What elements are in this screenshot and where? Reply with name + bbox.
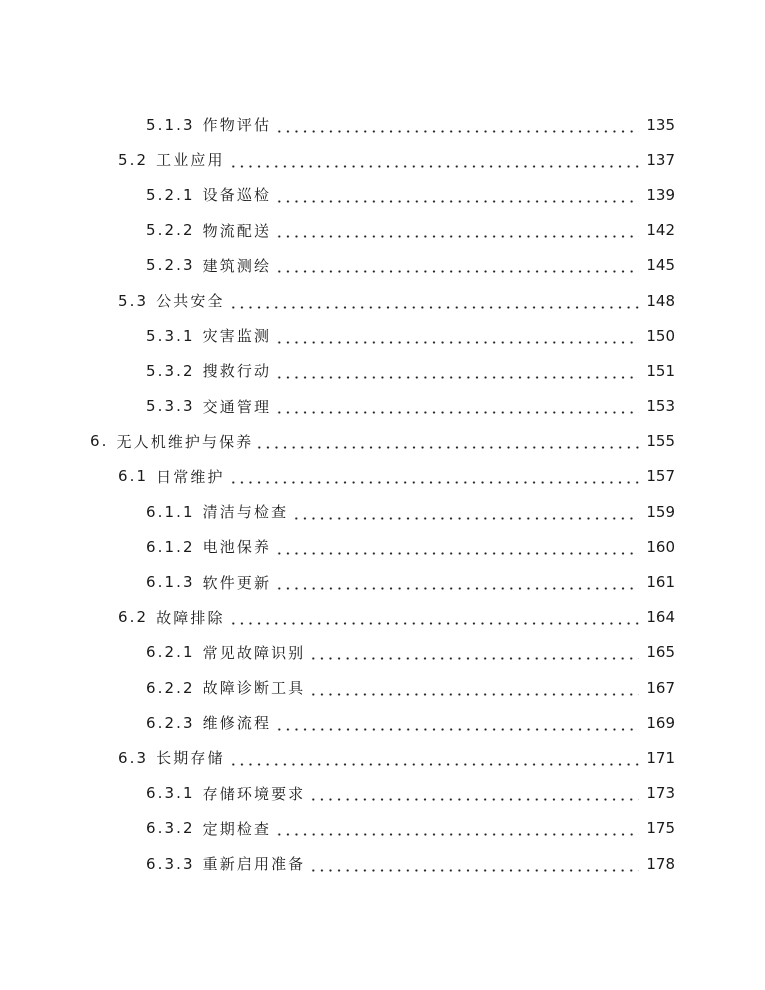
toc-entry-page: 148 <box>646 291 675 310</box>
toc-entry-number: 6.3.3 <box>146 854 195 873</box>
toc-entry-title: 交通管理 <box>202 397 272 416</box>
toc-entry-number: 6.3.2 <box>146 819 195 838</box>
toc-entry-number: 5.2.3 <box>146 256 195 275</box>
dot-leader <box>309 680 639 696</box>
toc-entry-page: 137 <box>646 150 675 169</box>
toc-entry-title: 物流配送 <box>202 221 272 240</box>
toc-entry-page: 135 <box>646 115 675 134</box>
toc-entry[interactable] <box>0 353 765 388</box>
toc-entry-number: 6. <box>90 432 109 451</box>
toc-entry-title: 工业应用 <box>156 151 225 170</box>
dot-leader <box>229 609 639 625</box>
toc-entry[interactable] <box>0 529 765 564</box>
toc-entry-title: 故障诊断工具 <box>202 679 306 698</box>
toc-entry-title: 电池保养 <box>202 538 272 557</box>
toc-entry[interactable] <box>0 600 765 635</box>
toc-entry-title: 清洁与检查 <box>202 503 289 522</box>
toc-entry[interactable] <box>0 248 765 283</box>
toc-entry[interactable] <box>0 459 765 494</box>
toc-entry-page: 169 <box>646 713 675 732</box>
toc-entry-title: 设备巡检 <box>202 186 272 205</box>
toc-entry-title: 软件更新 <box>202 573 272 592</box>
toc-entry-page: 139 <box>646 185 675 204</box>
dot-leader <box>275 187 639 203</box>
toc-entry-number: 5.2.2 <box>146 221 195 240</box>
toc-entry-title: 日常维护 <box>156 467 225 486</box>
dot-leader <box>229 468 639 484</box>
dot-leader <box>309 644 639 660</box>
toc-entry-page: 159 <box>646 502 675 521</box>
toc-entry-title: 故障排除 <box>156 608 225 627</box>
toc-entry[interactable] <box>0 107 765 142</box>
toc-entry-title: 重新启用准备 <box>202 855 306 874</box>
toc-entry[interactable] <box>0 177 765 212</box>
toc-entry-page: 165 <box>646 643 675 662</box>
toc-entry[interactable] <box>0 670 765 705</box>
toc-entry-page: 167 <box>646 678 675 697</box>
toc-entry-title: 维修流程 <box>202 714 272 733</box>
toc-entry-title: 定期检查 <box>202 819 272 838</box>
toc-entry-page: 175 <box>646 819 675 838</box>
toc-entry-number: 6.2.1 <box>146 643 195 662</box>
dot-leader <box>229 293 639 309</box>
toc-entry-title: 建筑测绘 <box>202 256 272 275</box>
toc-entry-page: 178 <box>646 854 675 873</box>
toc-entry[interactable] <box>0 318 765 353</box>
toc-entry-title: 常见故障识别 <box>202 643 306 662</box>
toc-entry[interactable] <box>0 776 765 811</box>
toc-entry[interactable] <box>0 564 765 599</box>
dot-leader <box>275 715 639 731</box>
toc-entry-number: 6.2 <box>118 608 149 627</box>
toc-entry-title: 搜救行动 <box>202 362 272 381</box>
toc-entry-number: 6.1.3 <box>146 573 195 592</box>
dot-leader <box>275 820 639 836</box>
toc-entry[interactable] <box>0 142 765 177</box>
toc-entry-title: 公共安全 <box>156 292 225 311</box>
toc-entry-page: 161 <box>646 573 675 592</box>
dot-leader <box>275 328 639 344</box>
toc-entry[interactable] <box>0 213 765 248</box>
toc-entry-number: 5.1.3 <box>146 115 195 134</box>
toc-entry[interactable] <box>0 635 765 670</box>
toc-entry-number: 5.3.1 <box>146 326 195 345</box>
toc-entry-page: 173 <box>646 784 675 803</box>
toc-entry[interactable] <box>0 705 765 740</box>
toc-entry-page: 145 <box>646 256 675 275</box>
toc-entry-page: 157 <box>646 467 675 486</box>
dot-leader <box>309 785 639 801</box>
toc-entry[interactable] <box>0 283 765 318</box>
toc-entry-number: 6.3.1 <box>146 784 195 803</box>
toc-entry[interactable] <box>0 811 765 846</box>
dot-leader <box>275 257 639 273</box>
toc-entry-number: 5.3.2 <box>146 361 195 380</box>
toc-entry-number: 6.2.3 <box>146 713 195 732</box>
toc-entry[interactable] <box>0 846 765 881</box>
toc-entry-number: 6.2.2 <box>146 678 195 697</box>
toc-entry-page: 155 <box>646 432 675 451</box>
dot-leader <box>229 750 639 766</box>
toc-entry-number: 5.2 <box>118 150 149 169</box>
dot-leader <box>255 433 643 449</box>
toc-entry[interactable] <box>0 424 765 459</box>
toc-entry-title: 存储环境要求 <box>202 784 306 803</box>
dot-leader <box>292 504 639 520</box>
toc-entry-page: 142 <box>646 221 675 240</box>
toc-entry-page: 153 <box>646 397 675 416</box>
toc-entry[interactable] <box>0 389 765 424</box>
toc-entry-page: 160 <box>646 537 675 556</box>
dot-leader <box>275 398 639 414</box>
dot-leader <box>275 574 639 590</box>
dot-leader <box>309 856 639 872</box>
toc-entry-number: 6.3 <box>118 748 149 767</box>
dot-leader <box>275 539 639 555</box>
table-of-contents <box>0 107 765 881</box>
toc-entry-title: 无人机维护与保养 <box>116 432 254 451</box>
toc-entry-title: 作物评估 <box>202 116 272 135</box>
toc-entry-title: 灾害监测 <box>202 327 272 346</box>
toc-entry-number: 5.3.3 <box>146 397 195 416</box>
toc-entry[interactable] <box>0 740 765 775</box>
toc-entry-number: 5.3 <box>118 291 149 310</box>
toc-entry-number: 6.1.1 <box>146 502 195 521</box>
toc-entry-number: 6.1 <box>118 467 149 486</box>
toc-entry-page: 150 <box>646 326 675 345</box>
toc-entry[interactable] <box>0 494 765 529</box>
toc-entry-number: 6.1.2 <box>146 537 195 556</box>
toc-entry-title: 长期存储 <box>156 749 225 768</box>
dot-leader <box>275 222 639 238</box>
toc-entry-page: 171 <box>646 748 675 767</box>
toc-entry-page: 151 <box>646 361 675 380</box>
dot-leader <box>275 117 639 133</box>
toc-entry-number: 5.2.1 <box>146 185 195 204</box>
dot-leader <box>229 152 639 168</box>
dot-leader <box>275 363 639 379</box>
toc-entry-page: 164 <box>646 608 675 627</box>
